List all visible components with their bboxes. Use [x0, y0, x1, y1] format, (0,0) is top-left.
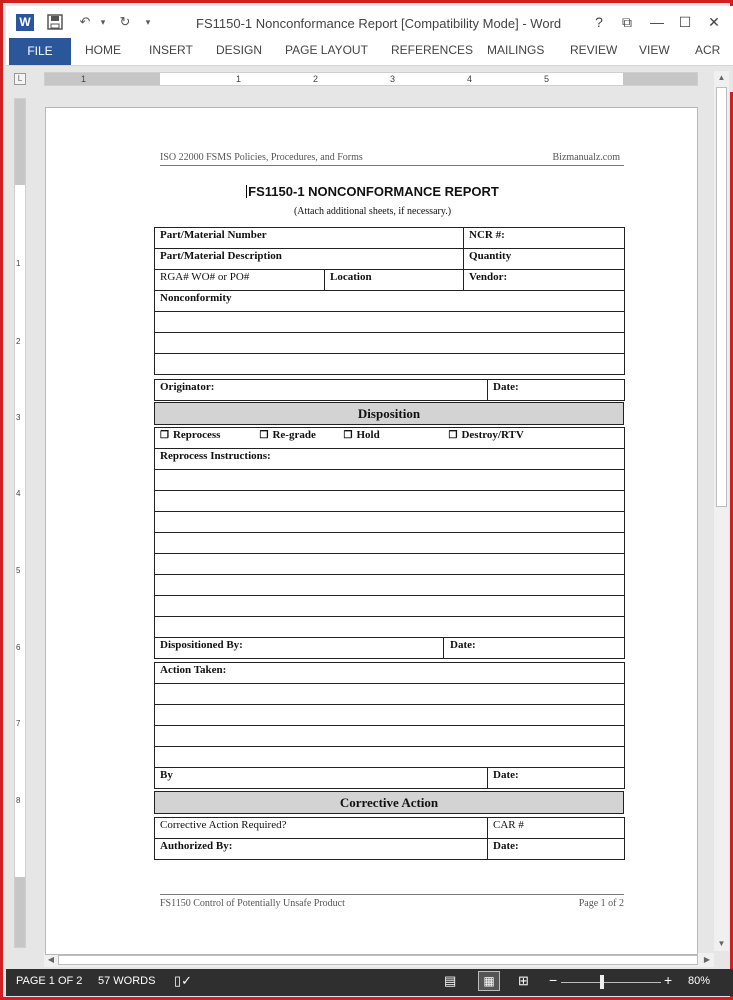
ruler-right-margin [623, 73, 697, 85]
action-taken-cell[interactable]: Action Taken: [155, 663, 625, 684]
checkbox-icon[interactable]: ❒ [259, 430, 269, 441]
zoom-slider-thumb[interactable] [600, 975, 604, 989]
tab-selector[interactable]: L [14, 73, 26, 85]
checkbox-icon[interactable]: ❒ [343, 430, 353, 441]
undo-icon[interactable]: ↶ [79, 14, 91, 29]
table-row [155, 533, 625, 554]
document-title-text: FS1150-1 NONCONFORMANCE REPORT [248, 184, 499, 199]
date-cell[interactable]: Date: [488, 839, 625, 860]
table-row [155, 839, 625, 860]
option-label: Reprocess [172, 429, 221, 441]
document-page[interactable] [45, 107, 698, 955]
vruler-number: 7 [16, 719, 21, 728]
horizontal-ruler-area [6, 66, 733, 92]
authorized-by-cell[interactable]: Authorized By: [155, 839, 488, 860]
blank-line-cell[interactable] [155, 354, 625, 375]
close-button[interactable]: ✕ [708, 14, 720, 30]
action-taken-table [154, 662, 625, 789]
option-hold[interactable] [339, 428, 444, 449]
vendor-cell[interactable]: Vendor: [464, 270, 625, 291]
vertical-ruler[interactable] [14, 98, 26, 948]
zoom-out-icon[interactable]: − [549, 972, 558, 988]
rga-cell[interactable]: RGA# WO# or PO# [155, 270, 325, 291]
ruler-number: 1 [81, 74, 87, 84]
blank-line-cell[interactable] [155, 684, 625, 705]
ruler-number: 3 [390, 74, 396, 84]
ruler-number: 5 [544, 74, 550, 84]
vruler-number: 6 [16, 643, 21, 652]
tab-insert[interactable]: INSERT [149, 43, 193, 57]
table-row [155, 705, 625, 726]
disposition-heading: Disposition [155, 403, 624, 425]
vruler-number: 8 [16, 796, 21, 805]
dispositioned-by-cell[interactable]: Dispositioned By: [155, 638, 444, 659]
vruler-number: 2 [16, 337, 21, 346]
tab-design[interactable]: DESIGN [216, 43, 263, 57]
scroll-left-icon[interactable]: ◀ [47, 955, 55, 964]
table-row [155, 663, 625, 684]
ruler-number: 1 [236, 74, 242, 84]
web-layout-icon[interactable]: ⊞ [518, 973, 529, 988]
redo-icon[interactable]: ↻ [119, 14, 131, 29]
table-row [155, 512, 625, 533]
table-row [155, 684, 625, 705]
table-row [155, 491, 625, 512]
blank-line-cell[interactable] [155, 705, 625, 726]
blank-line-cell[interactable] [155, 575, 625, 596]
vertical-scroll-thumb[interactable] [716, 87, 727, 507]
zoom-in-icon[interactable]: + [664, 972, 673, 988]
status-bar [6, 969, 733, 996]
option-destroy-rtv[interactable] [444, 428, 625, 449]
originator-table [154, 379, 625, 401]
table-row [155, 554, 625, 575]
disposition-header-table [154, 402, 624, 425]
ruler-left-margin [45, 73, 160, 85]
table-row [155, 638, 625, 659]
scroll-down-icon[interactable]: ▼ [717, 939, 726, 948]
window-title: FS1150-1 Nonconformance Report [Compatibility Mode] - Word [196, 16, 562, 31]
page-footer [160, 894, 624, 908]
customize-quick-access-icon[interactable]: ▾ [145, 17, 151, 27]
ribbon-display-options-button[interactable]: ⧉ [622, 14, 632, 30]
tab-mailings[interactable]: MAILINGS [487, 43, 545, 57]
ribbon-tabs [6, 38, 733, 66]
blank-line-cell[interactable] [155, 333, 625, 354]
table-row [155, 291, 625, 312]
corrective-action-header-table [154, 791, 624, 814]
reprocess-instructions-cell[interactable]: Reprocess Instructions: [155, 449, 625, 470]
table-row [155, 249, 625, 270]
document-subtitle: (Attach additional sheets, if necessary.) [293, 206, 452, 217]
tab-page-layout[interactable]: PAGE LAYOUT [285, 43, 368, 57]
blank-line-cell[interactable] [155, 747, 625, 768]
tab-home[interactable]: HOME [85, 43, 121, 57]
scroll-right-icon[interactable]: ▶ [703, 955, 711, 964]
vruler-bottom-margin [15, 877, 25, 947]
table-row [155, 380, 625, 401]
table-row [155, 617, 625, 638]
corrective-required-cell[interactable]: Corrective Action Required? [155, 818, 488, 839]
zoom-slider[interactable] [561, 982, 661, 983]
minimize-button[interactable]: — [650, 14, 664, 30]
table-row [155, 354, 625, 375]
header-right-text: Bizmanualz.com [552, 152, 620, 163]
option-reprocess[interactable] [155, 428, 255, 449]
car-cell[interactable]: CAR # [488, 818, 625, 839]
word-logo-icon[interactable]: W [16, 14, 34, 31]
proofing-icon[interactable]: ▯✓ [174, 973, 193, 988]
horizontal-ruler[interactable] [44, 72, 698, 86]
word-count[interactable]: 57 WORDS [98, 975, 156, 987]
vruler-number: 4 [16, 489, 21, 498]
save-icon[interactable] [46, 14, 64, 30]
vruler-top-margin [15, 99, 25, 185]
option-label: Destroy/RTV [461, 429, 524, 441]
document-title[interactable] [46, 184, 699, 199]
corrective-action-table [154, 817, 625, 860]
tab-references[interactable]: REFERENCES [391, 43, 474, 57]
location-cell[interactable]: Location [325, 270, 464, 291]
tab-view[interactable]: VIEW [639, 43, 670, 57]
vruler-number: 5 [16, 566, 21, 575]
quantity-cell[interactable]: Quantity [464, 249, 625, 270]
undo-dropdown-icon[interactable]: ▾ [100, 17, 106, 27]
title-bar [6, 6, 733, 38]
blank-line-cell[interactable] [155, 554, 625, 575]
option-label: Re-grade [272, 429, 316, 441]
table-row [155, 449, 625, 470]
print-layout-icon[interactable]: ▦ [478, 971, 500, 991]
table-row [155, 312, 625, 333]
blank-line-cell[interactable] [155, 617, 625, 638]
horizontal-scrollbar[interactable] [44, 953, 714, 967]
blank-line-cell[interactable] [155, 470, 625, 491]
table-row [155, 768, 625, 789]
table-row [155, 747, 625, 768]
table-row [155, 792, 624, 814]
zoom-level[interactable]: 80% [688, 975, 711, 987]
vertical-scrollbar[interactable] [714, 71, 729, 951]
tab-acrobat[interactable]: ACR [695, 43, 721, 57]
date-cell[interactable]: Date: [488, 768, 625, 789]
read-mode-icon[interactable]: ▤ [444, 973, 457, 988]
ruler-number: 2 [313, 74, 319, 84]
checkbox-icon[interactable]: ❒ [448, 430, 458, 441]
help-button[interactable]: ? [595, 14, 603, 30]
table-row [155, 596, 625, 617]
part-number-cell[interactable]: Part/Material Number [155, 228, 464, 249]
blank-line-cell[interactable] [155, 596, 625, 617]
date-cell[interactable]: Date: [444, 638, 625, 659]
option-label: Hold [356, 429, 380, 441]
table-row [155, 333, 625, 354]
header-left-text: ISO 22000 FSMS Policies, Procedures, and Forms [160, 152, 363, 163]
blank-line-cell[interactable] [155, 512, 625, 533]
part-info-table [154, 227, 625, 375]
blank-line-cell[interactable] [155, 726, 625, 747]
blank-line-cell[interactable] [155, 312, 625, 333]
page-count[interactable]: PAGE 1 OF 2 [16, 975, 83, 987]
blank-line-cell[interactable] [155, 491, 625, 512]
scroll-up-icon[interactable]: ▲ [717, 73, 726, 82]
ruler-number: 4 [467, 74, 473, 84]
corrective-action-heading: Corrective Action [155, 792, 624, 814]
option-regrade[interactable] [255, 428, 339, 449]
vruler-number: 1 [16, 259, 21, 268]
tab-review[interactable]: REVIEW [570, 43, 618, 57]
table-row [155, 726, 625, 747]
table-row [155, 228, 625, 249]
ncr-cell[interactable]: NCR #: [464, 228, 625, 249]
page-header [160, 154, 624, 166]
horizontal-scroll-thumb[interactable] [58, 955, 698, 965]
tab-file[interactable]: FILE [9, 38, 71, 65]
date-cell[interactable]: Date: [488, 380, 625, 401]
footer-left-text: FS1150 Control of Potentially Unsafe Product [160, 898, 345, 909]
blank-line-cell[interactable] [155, 533, 625, 554]
table-row [155, 428, 625, 449]
part-description-cell[interactable]: Part/Material Description [155, 249, 464, 270]
checkbox-icon[interactable]: ❒ [160, 430, 169, 441]
table-row [155, 270, 625, 291]
table-row [155, 403, 624, 425]
footer-right-text: Page 1 of 2 [578, 898, 624, 909]
table-row [155, 575, 625, 596]
nonconformity-cell[interactable]: Nonconformity [155, 291, 625, 312]
table-row [155, 818, 625, 839]
by-cell[interactable]: By [155, 768, 488, 789]
table-row [155, 470, 625, 491]
disposition-table [154, 427, 625, 659]
maximize-button[interactable]: ☐ [678, 14, 692, 30]
originator-cell[interactable]: Originator: [155, 380, 488, 401]
vruler-number: 3 [16, 413, 21, 422]
